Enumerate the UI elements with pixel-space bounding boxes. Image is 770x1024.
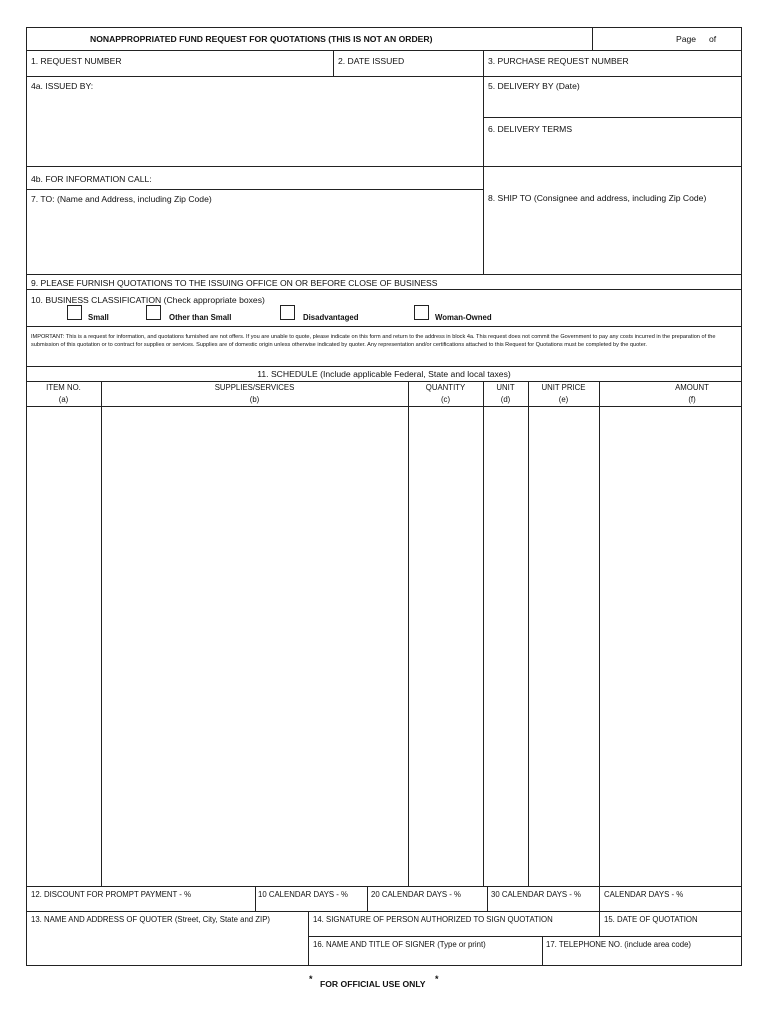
woman-owned-checkbox[interactable] xyxy=(414,305,429,320)
to-label: 7. TO: (Name and Address, including Zip Code) xyxy=(31,194,212,204)
column-header-unit-price: UNIT PRICE xyxy=(541,383,586,392)
divider xyxy=(101,381,102,886)
divider xyxy=(26,189,484,190)
divider xyxy=(26,381,742,382)
other-than-small-checkbox[interactable] xyxy=(146,305,161,320)
column-code-quantity: (c) xyxy=(440,395,451,404)
divider xyxy=(255,886,256,911)
official-use-label: FOR OFFICIAL USE ONLY xyxy=(320,979,426,989)
column-code-unit: (d) xyxy=(500,395,511,404)
form-border-left xyxy=(26,27,27,966)
footer-star-left: * xyxy=(309,974,313,984)
divider xyxy=(26,274,742,275)
divider xyxy=(333,50,334,76)
form-border-top xyxy=(26,27,742,28)
column-header-unit: UNIT xyxy=(496,383,515,392)
schedule-title: 11. SCHEDULE (Include applicable Federal, State and local taxes) xyxy=(257,369,511,379)
divider xyxy=(483,117,742,118)
divider xyxy=(26,289,742,290)
other-than-small-option-label: Other than Small xyxy=(169,313,232,322)
column-header-amount: AMOUNT xyxy=(675,383,709,392)
signer-name-title-label: 16. NAME AND TITLE OF SIGNER (Type or print) xyxy=(313,940,486,949)
disadvantaged-checkbox[interactable] xyxy=(280,305,295,320)
form-border-bottom xyxy=(26,965,742,966)
purchase-request-number-label: 3. PURCHASE REQUEST NUMBER xyxy=(488,56,629,66)
furnish-quotations-label: 9. PLEASE FURNISH QUOTATIONS TO THE ISSUING OFFICE ON OR BEFORE CLOSE OF BUSINESS xyxy=(31,278,438,288)
discount-20-days: 20 CALENDAR DAYS - % xyxy=(371,890,461,899)
small-option-label: Small xyxy=(88,313,109,322)
discount-other-days: CALENDAR DAYS - % xyxy=(604,890,684,899)
page-label: Page xyxy=(676,34,697,44)
divider xyxy=(308,936,742,937)
divider xyxy=(26,50,742,51)
divider xyxy=(487,886,488,911)
divider xyxy=(26,886,742,887)
divider xyxy=(528,381,529,886)
column-header-supplies: SUPPLIES/SERVICES xyxy=(214,383,295,392)
divider xyxy=(26,406,742,407)
divider xyxy=(483,50,484,274)
column-code-supplies: (b) xyxy=(249,395,260,404)
divider xyxy=(26,76,742,77)
divider xyxy=(592,27,593,50)
divider xyxy=(542,936,543,965)
divider xyxy=(599,381,600,886)
ship-to-label: 8. SHIP TO (Consignee and address, including Zip Code) xyxy=(488,193,707,203)
form-border-right xyxy=(741,27,742,966)
date-issued-label: 2. DATE ISSUED xyxy=(338,56,405,66)
divider xyxy=(599,911,600,936)
discount-label: 12. DISCOUNT FOR PROMPT PAYMENT - % xyxy=(31,890,192,899)
divider xyxy=(367,886,368,911)
issued-by-label: 4a. ISSUED BY: xyxy=(31,81,94,91)
disadvantaged-option-label: Disadvantaged xyxy=(303,313,359,322)
divider xyxy=(408,381,409,886)
divider xyxy=(308,911,309,965)
divider xyxy=(26,166,742,167)
delivery-by-label: 5. DELIVERY BY (Date) xyxy=(488,81,580,91)
divider xyxy=(26,366,742,367)
form-title: NONAPPROPRIATED FUND REQUEST FOR QUOTATIONS (THIS IS NOT AN ORDER) xyxy=(90,34,433,44)
business-classification-label: 10. BUSINESS CLASSIFICATION (Check appropriate boxes) xyxy=(31,295,265,305)
woman-owned-option-label: Woman-Owned xyxy=(435,313,492,322)
important-notice: IMPORTANT: This is a request for information, and quotations furnished are not offers. If you are unable to quote, please indicate on this form and return to the address in block 4a. This request does not commit the Government to pay any costs incurred in the preparation of the submission of this quotation or to contract for supplies or services. Supplies are of domestic origin unless otherwise indicated by quoter. Any representation and/or certifications attached to this Request for Quotations must be completed by the quoter. xyxy=(31,334,716,349)
discount-30-days: 30 CALENDAR DAYS - % xyxy=(491,890,581,899)
delivery-terms-label: 6. DELIVERY TERMS xyxy=(488,124,573,134)
column-code-unit-price: (e) xyxy=(558,395,569,404)
signature-label: 14. SIGNATURE OF PERSON AUTHORIZED TO SIGN QUOTATION xyxy=(313,915,553,924)
column-code-item-no: (a) xyxy=(58,395,69,404)
column-code-amount: (f) xyxy=(688,395,696,404)
request-number-label: 1. REQUEST NUMBER xyxy=(31,56,122,66)
of-label: of xyxy=(709,34,717,44)
discount-10-days: 10 CALENDAR DAYS - % xyxy=(258,890,348,899)
column-header-item-no: ITEM NO. xyxy=(46,383,81,392)
divider xyxy=(599,886,600,911)
column-header-quantity: QUANTITY xyxy=(425,383,466,392)
telephone-label: 17. TELEPHONE NO. (include area code) xyxy=(546,940,692,949)
footer-star-right: * xyxy=(435,974,439,984)
divider xyxy=(26,911,742,912)
divider xyxy=(483,381,484,886)
quoter-name-address-label: 13. NAME AND ADDRESS OF QUOTER (Street, City, State and ZIP) xyxy=(31,915,271,924)
date-of-quotation-label: 15. DATE OF QUOTATION xyxy=(604,915,698,924)
small-checkbox[interactable] xyxy=(67,305,82,320)
info-call-label: 4b. FOR INFORMATION CALL: xyxy=(31,174,152,184)
divider xyxy=(26,326,742,327)
